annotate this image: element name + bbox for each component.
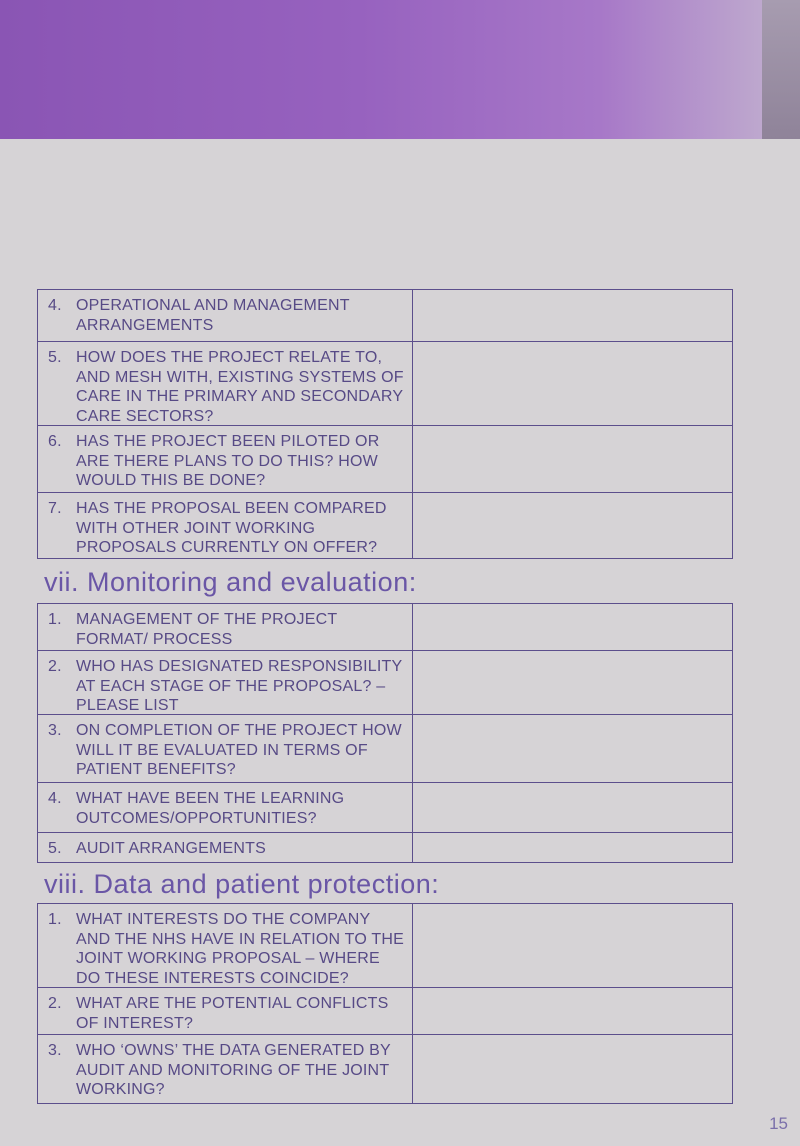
question-number: 4.: [48, 790, 62, 807]
table-row: [38, 493, 732, 558]
question-cell: [38, 1035, 413, 1103]
question-cell: [38, 904, 413, 987]
answer-field[interactable]: [413, 904, 732, 987]
question-text: WHO HAS DESIGNATED RESPONSIBILITY AT EACH STAGE OF THE PROPOSAL? – PLEASE LIST: [76, 658, 403, 714]
table-row: [38, 651, 732, 715]
answer-field[interactable]: [413, 783, 732, 832]
question-number: 3.: [48, 722, 62, 739]
table-row: [38, 988, 732, 1035]
question-number: 6.: [48, 433, 62, 450]
table-row: [38, 715, 732, 783]
question-text: AUDIT ARRANGEMENTS: [76, 840, 266, 857]
answer-field[interactable]: [413, 715, 732, 782]
answer-field[interactable]: [413, 290, 732, 341]
question-cell: [38, 988, 413, 1034]
question-number: 2.: [48, 658, 62, 675]
question-cell: [38, 290, 413, 341]
answer-field[interactable]: [413, 604, 732, 650]
table-row: [38, 426, 732, 493]
header-band: [0, 0, 800, 139]
table-row: [38, 1035, 732, 1103]
question-text: ON COMPLETION OF THE PROJECT HOW WILL IT BE EVALUATED IN TERMS OF PATIENT BENEFITS?: [76, 722, 402, 778]
question-number: 5.: [48, 840, 62, 857]
form-table-top: [37, 289, 733, 559]
question-text: WHO ‘OWNS’ THE DATA GENERATED BY AUDIT AND MONITORING OF THE JOINT WORKING?: [76, 1042, 391, 1098]
question-number: 5.: [48, 349, 62, 366]
table-row: [38, 904, 732, 988]
question-text: OPERATIONAL AND MANAGEMENT ARRANGEMENTS: [76, 297, 350, 334]
question-cell: [38, 426, 413, 492]
question-cell: [38, 342, 413, 425]
question-cell: [38, 715, 413, 782]
question-text: HAS THE PROJECT BEEN PILOTED OR ARE THERE PLANS TO DO THIS? HOW WOULD THIS BE DONE?: [76, 433, 380, 489]
question-cell: [38, 783, 413, 832]
page-number: 15: [769, 1114, 788, 1133]
answer-field[interactable]: [413, 651, 732, 714]
question-number: 3.: [48, 1042, 62, 1059]
header-corner-decoration: [762, 0, 800, 139]
form-table-data-protection: [37, 903, 733, 1104]
question-number: 4.: [48, 297, 62, 314]
table-row: [38, 783, 732, 833]
question-text: WHAT INTERESTS DO THE COMPANY AND THE NHS HAVE IN RELATION TO THE JOINT WORKING PROPOSAL – WHERE DO THESE INTERESTS COINCIDE?: [76, 911, 404, 987]
question-cell: [38, 651, 413, 714]
question-text: WHAT ARE THE POTENTIAL CONFLICTS OF INTEREST?: [76, 995, 389, 1032]
question-cell: [38, 604, 413, 650]
question-number: 1.: [48, 611, 62, 628]
answer-field[interactable]: [413, 988, 732, 1034]
answer-field[interactable]: [413, 493, 732, 558]
table-row: [38, 604, 732, 651]
question-number: 7.: [48, 500, 62, 517]
form-table-monitoring: [37, 603, 733, 863]
question-text: MANAGEMENT OF THE PROJECT FORMAT/ PROCESS: [76, 611, 338, 648]
table-row: [38, 342, 732, 426]
table-row: [38, 290, 732, 342]
section-heading-data-protection: viii. Data and patient protection:: [44, 869, 440, 899]
answer-field[interactable]: [413, 833, 732, 862]
question-cell: [38, 833, 413, 862]
question-cell: [38, 493, 413, 558]
question-text: HOW DOES THE PROJECT RELATE TO, AND MESH WITH, EXISTING SYSTEMS OF CARE IN THE PRIMARY AND SECONDARY CARE SECTORS?: [76, 349, 404, 425]
answer-field[interactable]: [413, 426, 732, 492]
section-heading-monitoring: vii. Monitoring and evaluation:: [44, 567, 417, 597]
answer-field[interactable]: [413, 1035, 732, 1103]
question-number: 1.: [48, 911, 62, 928]
question-text: HAS THE PROPOSAL BEEN COMPARED WITH OTHER JOINT WORKING PROPOSALS CURRENTLY ON OFFER?: [76, 500, 387, 556]
answer-field[interactable]: [413, 342, 732, 425]
question-number: 2.: [48, 995, 62, 1012]
question-text: WHAT HAVE BEEN THE LEARNING OUTCOMES/OPPORTUNITIES?: [76, 790, 345, 827]
table-row: [38, 833, 732, 862]
